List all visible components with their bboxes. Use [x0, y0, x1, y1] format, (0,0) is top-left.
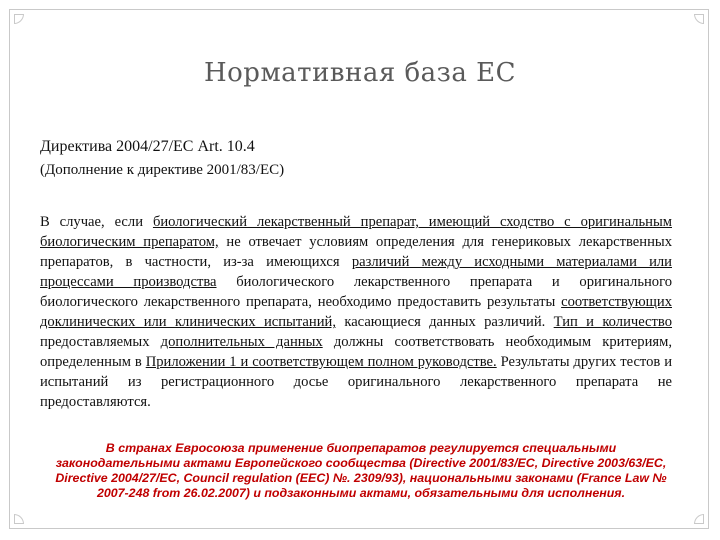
frame-corner-bottom-right — [694, 514, 704, 524]
frame-corner-top-left — [14, 14, 24, 24]
body-text-segment: касающиеся данных различий. — [335, 314, 554, 330]
underlined-phrase: Приложении 1 и соответствующем полном руководстве. — [145, 354, 497, 370]
body-paragraph — [40, 212, 672, 412]
body-text-segment: биологического лекарственного препарата и оригинального биологического лекарственного препарата, необходимо предоставить результаты — [40, 274, 672, 310]
body-text-segment: предоставляемых — [40, 334, 161, 350]
body-text-segment: Результаты других тестов и испытаний из регистрационного досье оригинального лекарственного препарата не предоставляются. — [40, 354, 673, 410]
underlined-phrase: различий между исходными материалами или процессами производства — [40, 254, 672, 290]
body-text-segment: должны соответствовать необходимым критериям, определенным в — [40, 334, 672, 370]
underlined-phrase: Тип и количество — [553, 314, 673, 330]
footnote-red: В странах Евросоюза применение биопрепаратов регулируется специальными законодательными актами Европейского сообщества (Directive 2001/83/EC, Directive 2003/63/EC, Directive 2004/27/EC, Council regulation (EEC) №. 2309/93), национальными законами (France Law № 2007-248 from 26.02.2007) и подзаконными актами, обязательными для исполнения. — [55, 441, 667, 500]
underlined-phrase: биологический лекарственный препарат, имеющий сходство с оригинальным биологическим препаратом, — [40, 214, 672, 250]
directive-supplement: (Дополнение к директиве 2001/83/ЕС) — [40, 162, 285, 178]
body-text-segment: не отвечает условиям определения для генериковых лекарственных препаратов, в частности, из-за имеющихся — [40, 234, 673, 270]
slide-title: Нормативная база ЕС — [203, 58, 517, 88]
underlined-phrase: дополнительных данных — [160, 334, 323, 350]
directive-heading: Директива 2004/27/ЕС Art. 10.4 — [40, 138, 255, 155]
frame-corner-top-right — [694, 14, 704, 24]
underlined-phrase: соответствующих доклинических или клинических испытаний, — [40, 294, 672, 330]
frame-corner-bottom-left — [14, 514, 24, 524]
body-text-segment: В случае, если — [40, 214, 153, 230]
